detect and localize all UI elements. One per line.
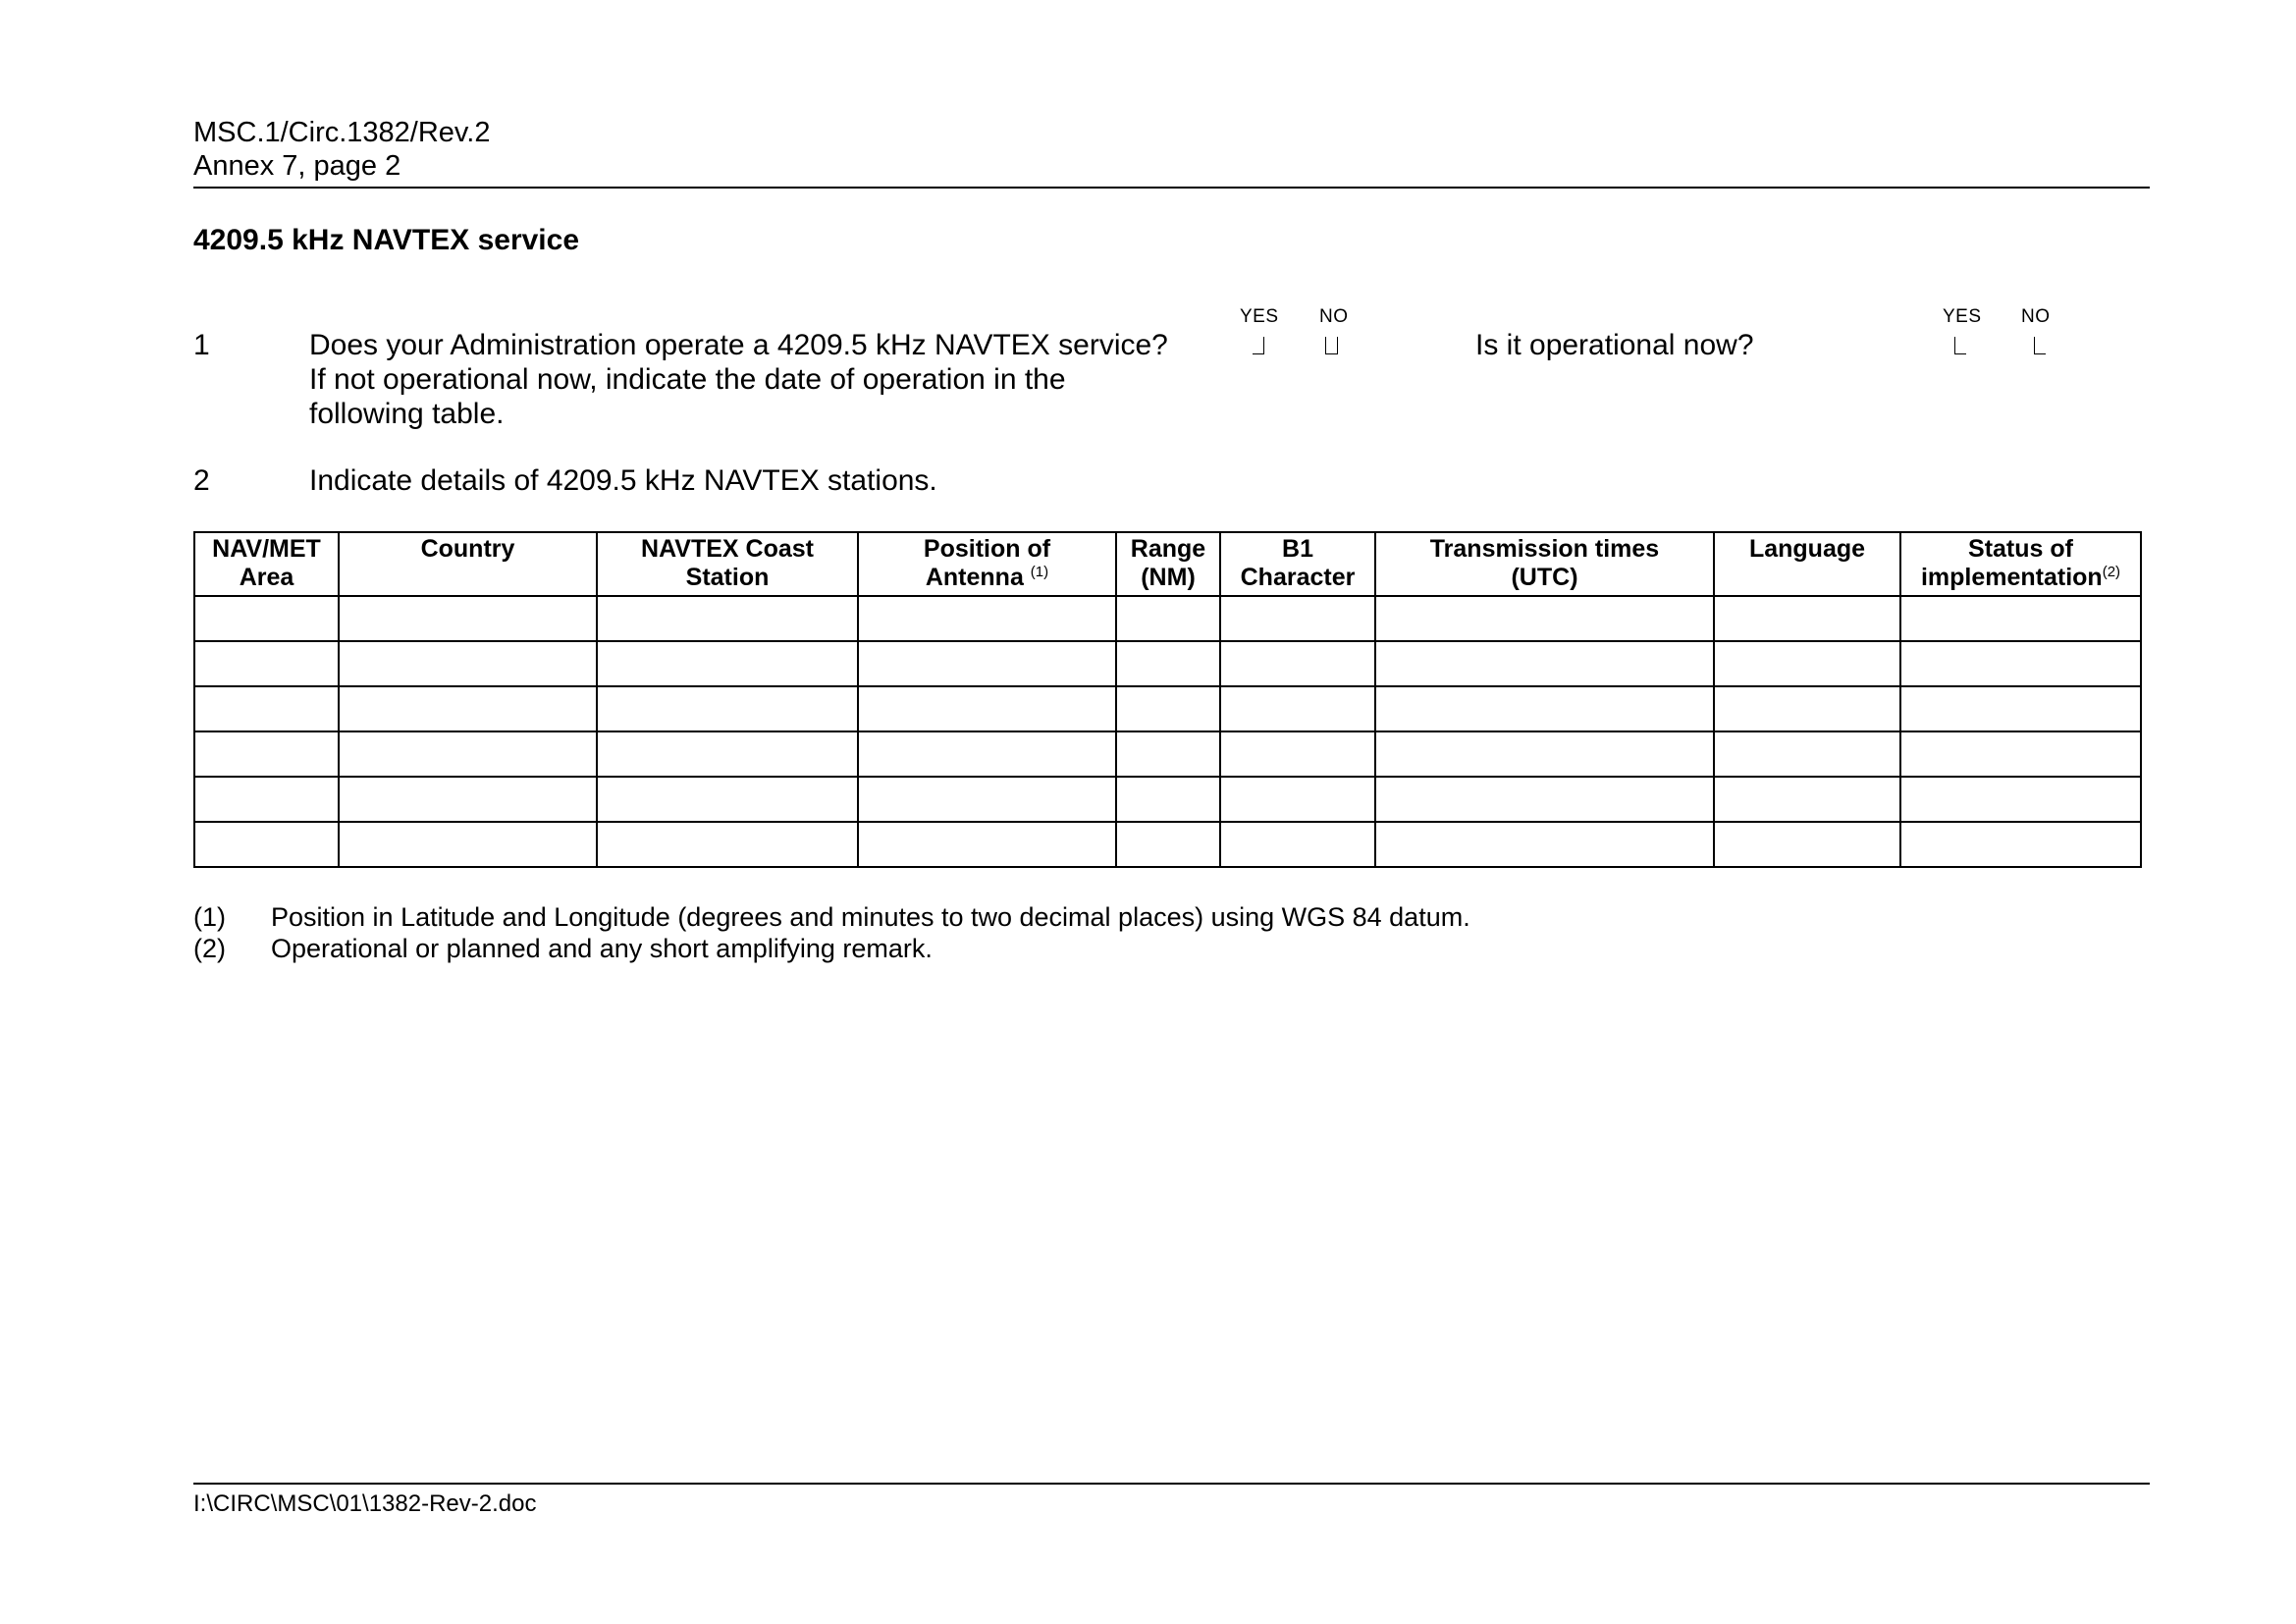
question-2-text: Indicate details of 4209.5 kHz NAVTEX stations. (309, 464, 937, 497)
operational-yes-checkbox[interactable] (1954, 337, 1966, 354)
section-title: 4209.5 kHz NAVTEX service (193, 224, 580, 256)
table-cell[interactable] (1220, 731, 1375, 777)
question-1-line-2: If not operational now, indicate the date of operation in the (309, 363, 1066, 396)
table-cell[interactable] (1375, 731, 1714, 777)
table-cell[interactable] (858, 777, 1116, 822)
annex-page-label: Annex 7, page 2 (193, 150, 401, 182)
column-header: Language (1714, 532, 1900, 596)
table-header-row (194, 532, 2141, 596)
no-label: NO (1319, 306, 1349, 327)
table-cell[interactable] (1714, 596, 1900, 641)
header-rule (193, 187, 2150, 189)
note-1-text: Position in Latitude and Longitude (degrees and minutes to two decimal places) using WGS 84 datum. (271, 902, 1470, 932)
table-cell[interactable] (339, 822, 597, 867)
table-cell[interactable] (1220, 777, 1375, 822)
table-row (194, 641, 2141, 686)
table-row (194, 731, 2141, 777)
table-cell[interactable] (194, 822, 339, 867)
note-1-marker: (1) (193, 902, 226, 932)
column-header: NAVTEX Coast Station (597, 532, 858, 596)
table-cell[interactable] (1116, 731, 1220, 777)
question-1-line-1: Does your Administration operate a 4209.5 kHz NAVTEX service? (309, 329, 1168, 361)
table-cell[interactable] (597, 822, 858, 867)
table-cell[interactable] (194, 731, 339, 777)
table-cell[interactable] (1116, 686, 1220, 731)
table-cell[interactable] (1714, 822, 1900, 867)
column-header: B1 Character (1220, 532, 1375, 596)
table-cell[interactable] (597, 596, 858, 641)
question-1-number: 1 (193, 329, 210, 361)
table-cell[interactable] (1900, 731, 2141, 777)
table-cell[interactable] (1375, 641, 1714, 686)
table-cell[interactable] (858, 822, 1116, 867)
table-cell[interactable] (1714, 641, 1900, 686)
question-1-text (309, 328, 1212, 431)
table-cell[interactable] (1714, 777, 1900, 822)
table-cell[interactable] (1220, 822, 1375, 867)
table-cell[interactable] (194, 777, 339, 822)
table-cell[interactable] (1116, 822, 1220, 867)
table-cell[interactable] (597, 777, 858, 822)
table-cell[interactable] (858, 596, 1116, 641)
column-header: Transmission times (UTC) (1375, 532, 1714, 596)
table-cell[interactable] (1375, 596, 1714, 641)
table-cell[interactable] (1900, 777, 2141, 822)
footer-rule (193, 1483, 2150, 1485)
table-cell[interactable] (1220, 686, 1375, 731)
operational-yes-label: YES (1943, 306, 1982, 327)
operational-no-label: NO (2021, 306, 2051, 327)
no-checkbox[interactable] (1325, 337, 1338, 354)
column-header: Country (339, 532, 597, 596)
yes-label: YES (1240, 306, 1279, 327)
table-cell[interactable] (339, 641, 597, 686)
table-cell[interactable] (1116, 777, 1220, 822)
table-row (194, 822, 2141, 867)
note-2-marker: (2) (193, 934, 226, 963)
question-2-number: 2 (193, 464, 210, 497)
footer-file-path: I:\CIRC\MSC\01\1382-Rev-2.doc (193, 1490, 537, 1517)
table-cell[interactable] (339, 777, 597, 822)
operational-no-checkbox[interactable] (2034, 337, 2046, 354)
table-row (194, 686, 2141, 731)
table-cell[interactable] (194, 641, 339, 686)
table-cell[interactable] (1900, 641, 2141, 686)
operational-question: Is it operational now? (1475, 329, 1754, 361)
table-cell[interactable] (339, 596, 597, 641)
table-cell[interactable] (1116, 596, 1220, 641)
table-cell[interactable] (194, 596, 339, 641)
table-cell[interactable] (597, 641, 858, 686)
table-row (194, 596, 2141, 641)
table-cell[interactable] (858, 731, 1116, 777)
table-cell[interactable] (1714, 686, 1900, 731)
table-cell[interactable] (1116, 641, 1220, 686)
table-cell[interactable] (339, 686, 597, 731)
table-cell[interactable] (1220, 641, 1375, 686)
table-cell[interactable] (194, 686, 339, 731)
table-cell[interactable] (1714, 731, 1900, 777)
column-header: Status of implementation$^{(2)}$ (1900, 532, 2141, 596)
question-1-line-3: following table. (309, 398, 505, 430)
yes-checkbox[interactable] (1253, 337, 1264, 354)
table-cell[interactable] (1375, 822, 1714, 867)
table-cell[interactable] (597, 686, 858, 731)
table-cell[interactable] (1220, 596, 1375, 641)
column-header: NAV/MET Area (194, 532, 339, 596)
column-header: Range (NM) (1116, 532, 1220, 596)
table-cell[interactable] (858, 686, 1116, 731)
column-header: Position of Antenna $^{(1)}$ (858, 532, 1116, 596)
note-2-text: Operational or planned and any short amplifying remark. (271, 934, 933, 963)
table-cell[interactable] (858, 641, 1116, 686)
table-cell[interactable] (339, 731, 597, 777)
table-row (194, 777, 2141, 822)
table-cell[interactable] (1900, 596, 2141, 641)
table-cell[interactable] (597, 731, 858, 777)
document-reference: MSC.1/Circ.1382/Rev.2 (193, 117, 491, 148)
table-cell[interactable] (1900, 822, 2141, 867)
table-cell[interactable] (1375, 686, 1714, 731)
footnote-ref: (1) (1030, 564, 1049, 580)
table-cell[interactable] (1900, 686, 2141, 731)
table-cell[interactable] (1375, 777, 1714, 822)
footnote-ref: (2) (2102, 564, 2121, 580)
navtex-stations-table (193, 531, 2142, 868)
